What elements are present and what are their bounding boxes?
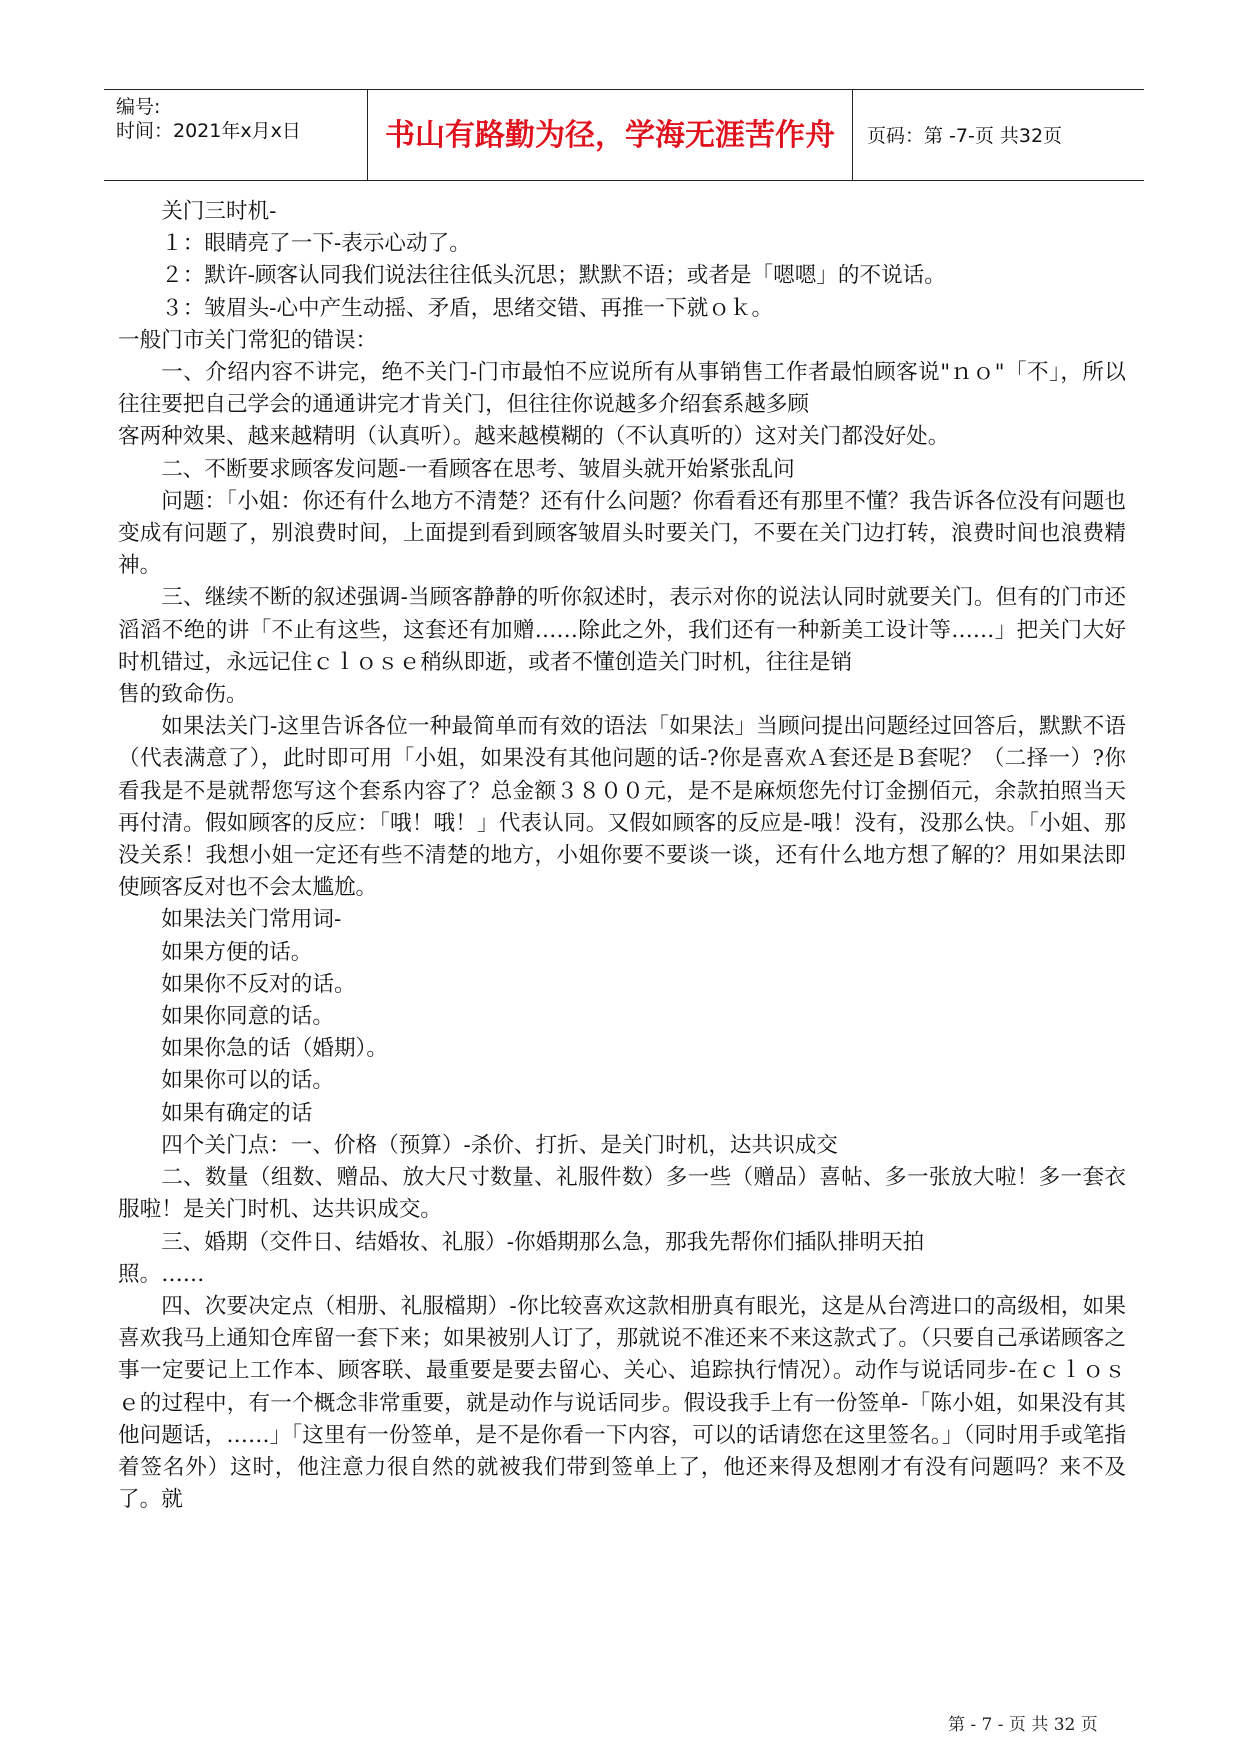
document-number-label: 编号:	[116, 96, 161, 118]
document-body	[118, 196, 1126, 1516]
paragraph: 如果法关门常用词-	[161, 907, 342, 933]
paragraph: 二、数量（组数、赠品、放大尺寸数量、礼服件数）多一些（赠品）喜帖、多一张放大啦！多一套衣服啦！是关门时机、达共识成交。	[118, 1165, 1126, 1223]
paragraph: 关门三时机-	[161, 199, 277, 224]
paragraph: 二、不断要求顾客发问题-一看顾客在思考、皱眉头就开始紧张乱问	[161, 456, 795, 482]
paragraph: １：眼睛亮了一下-表示心动了。	[161, 231, 471, 257]
paragraph: 如果方便的话。	[161, 939, 313, 965]
paragraph: ３：皱眉头-心中产生动摇、矛盾，思绪交错、再推一下就ｏｋ。	[161, 295, 774, 321]
paragraph: 如果有确定的话	[161, 1100, 313, 1126]
paragraph: 一般门市关门常犯的错误：	[118, 327, 378, 353]
page-header	[104, 89, 1144, 181]
paragraph: 如果你同意的话。	[161, 1004, 334, 1030]
paragraph: 如果你急的话（婚期）。	[161, 1036, 388, 1062]
header-meta	[104, 90, 368, 180]
paragraph: 四、次要决定点（相册、礼服檔期）-你比较喜欢这款相册真有眼光，这是从台湾进口的高级相，如果喜欢我马上通知仓库留一套下来；如果被别人订了，那就说不准还来不来这款式了。（只要自己承诺顾客之事一定要记上工作本、顾客联、最重要是要去留心、关心、追踪执行情况）。动作与说话同步-在ｃｌｏｓｅ的过程中，有一个概念非常重要，就是动作与说话同步。假设我手上有一份签单-「陈小姐，如果没有其他问题话，……」「这里有一份签单，是不是你看一下内容，可以的话请您在这里签名。」（同时用手或笔指着签名外）这时，他注意力很自然的就被我们带到签单上了，他还来得及想刚才有没有问题吗？来不及了。就	[118, 1293, 1126, 1513]
paragraph: 客两种效果、越来越精明（认真听）。越来越模糊的（不认真听的）这对关门都没好处。	[118, 424, 950, 450]
header-motto: 书山有路勤为径，学海无涯苦作舟	[368, 90, 853, 180]
document-time-label: 时间：2021年x月x日	[116, 120, 301, 142]
paragraph: 问题：「小姐：你还有什么地方不清楚？还有什么问题？你看看还有那里不懂？我告诉各位没有问题也变成有问题了，别浪费时间，上面提到看到顾客皱眉头时要关门，不要在关门边打转，浪费时间也浪费精神。	[118, 488, 1126, 579]
paragraph: 如果法关门-这里告诉各位一种最简单而有效的语法「如果法」当顾问提出问题经过回答后，默默不语（代表满意了），此时即可用「小姐，如果没有其他问题的话-?你是喜欢Ａ套还是Ｂ套呢？（二择一）?你看我是不是就帮您写这个套系内容了？总金额３８００元，是不是麻烦您先付订金捌佰元，余款拍照当天再付清。假如顾客的反应：「哦！哦！」代表认同。又假如顾客的反应是-哦！没有，没那么快。「小姐、那没关系！我想小姐一定还有些不清楚的地方，小姐你要不要谈一谈，还有什么地方想了解的？用如果法即使顾客反对也不会太尴尬。	[118, 714, 1126, 901]
paragraph: 如果你可以的话。	[161, 1068, 334, 1094]
paragraph: 四个关门点：一、价格（预算）-杀价、打折、是关门时机，达共识成交	[161, 1132, 838, 1158]
paragraph: 三、继续不断的叙述强调-当顾客静静的听你叙述时，表示对你的说法认同时就要关门。但有的门市还滔滔不绝的讲「不止有这些，这套还有加赠……除此之外，我们还有一种新美工设计等……」把关门大好时机错过，永远记住ｃｌｏｓｅ稍纵即逝，或者不懂创造关门时机，往往是销	[118, 585, 1126, 675]
paragraph: 售的致命伤。	[118, 682, 248, 708]
header-page-number: 页码：第 -7-页 共32页	[867, 125, 1063, 147]
page-footer: 第 - 7 - 页 共 32 页	[948, 1715, 1098, 1735]
paragraph: 一、介绍内容不讲完，绝不关门-门市最怕不应说所有从事销售工作者最怕顾客说"ｎｏ"「不」，所以往往要把自己学会的通通讲完才肯关门，但往往你说越多介绍套系越多顾	[118, 360, 1126, 418]
paragraph: ２：默许-顾客认同我们说法往往低头沉思；默默不语；或者是「嗯嗯」的不说话。	[161, 263, 946, 289]
paragraph: 照。……	[118, 1261, 205, 1287]
paragraph: 如果你不反对的话。	[161, 971, 356, 997]
paragraph: 三、婚期（交件日、结婚妆、礼服）-你婚期那么急，那我先帮你们插队排明天拍	[161, 1229, 925, 1255]
